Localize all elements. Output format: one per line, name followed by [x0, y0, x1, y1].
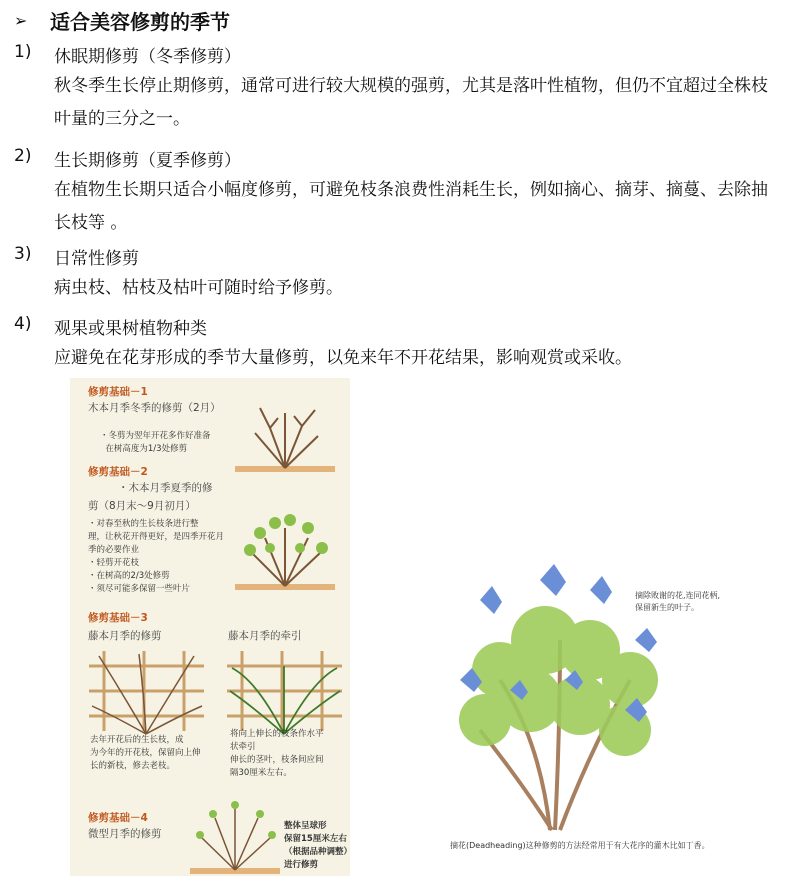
item-title: 生长期修剪（夏季修剪）	[54, 151, 241, 171]
item-body: 病虫枝、枯枝及枯叶可随时给予修剪。	[54, 278, 343, 298]
item-body: 应避免在花芽形成的季节大量修剪，以免来年不开花结果，影响观赏或采收。	[54, 348, 632, 368]
deadheading-illustration	[440, 560, 760, 860]
climbing-rose-pruning-drawing	[84, 646, 209, 736]
block3-title: 修剪基础－3	[88, 612, 148, 624]
item-number: 1)	[14, 42, 32, 62]
block2-note: ・对春至秋的生长枝条进行整 理，让秋花开得更好，是四季开花月 季的必要作业 ・轻剪开花枝 ・在树高的2/3处修剪 ・须尽可能多保留一些叶片	[88, 519, 225, 594]
block2-subtitle: 剪（8月末～9月初月）	[88, 500, 196, 512]
block3-subtitle-left: 藤本月季的修剪	[88, 630, 162, 642]
item-title: 休眠期修剪（冬季修剪）	[54, 47, 241, 67]
block1-title: 修剪基础－1	[88, 386, 148, 398]
heading-text: 适合美容修剪的季节	[50, 10, 230, 34]
block3-subtitle-right: 藤本月季的牵引	[228, 630, 302, 642]
item-number: 2)	[14, 146, 32, 166]
arrow-bullet-icon: ➢	[14, 11, 28, 30]
block2-subtitle: ・木本月季夏季的修	[118, 482, 213, 494]
winter-pruned-bush-drawing	[230, 388, 340, 478]
block4-note: 整体呈球形 保留15厘米左右 （根据品种调整） 进行修剪	[284, 821, 353, 870]
deadheading-caption: 摘花(Deadheading)这种修剪的方法经常用于有大花序的灌木比如丁香。	[450, 841, 710, 850]
climbing-rose-training-drawing	[222, 646, 347, 736]
block2-title: 修剪基础－2	[88, 466, 148, 478]
item-title: 观果或果树植物种类	[54, 319, 207, 339]
block3-note-left: 去年开花后的生长枝，成 为今年的开花枝，保留向上伸 长的新枝，修去老枝。	[90, 735, 201, 771]
deadheading-note: 摘除败谢的花,连同花柄, 保留新生的叶子。	[635, 591, 721, 612]
section-heading	[14, 6, 230, 35]
miniature-rose-drawing	[180, 788, 290, 876]
block1-note: ・冬剪为翌年开花多作好准备 在树高度为1/3处修剪	[100, 431, 211, 454]
item-number: 4)	[14, 314, 32, 334]
block1-subtitle: 木本月季冬季的修剪（2月）	[88, 402, 221, 414]
pruning-basics-illustration	[70, 378, 353, 876]
item-body: 在植物生长期只适合小幅度修剪，可避免枝条浪费性消耗生长，例如摘心、摘芽、摘蔓、去除抽长枝等 。	[54, 180, 768, 233]
item-title: 日常性修剪	[54, 249, 139, 269]
item-number: 3)	[14, 244, 32, 264]
summer-pruned-bush-drawing	[230, 498, 340, 598]
item-body: 秋冬季生长停止期修剪，通常可进行较大规模的强剪，尤其是落叶性植物，但仍不宜超过全株枝叶量的三分之一。	[54, 76, 768, 129]
block3-note-right: 将向上伸长的枝条作水平 状牵引 伸长的茎叶，枝条间应间 隔30厘米左右。	[230, 729, 324, 778]
block4-title: 修剪基础－4	[88, 812, 148, 824]
block4-subtitle: 微型月季的修剪	[88, 828, 162, 840]
